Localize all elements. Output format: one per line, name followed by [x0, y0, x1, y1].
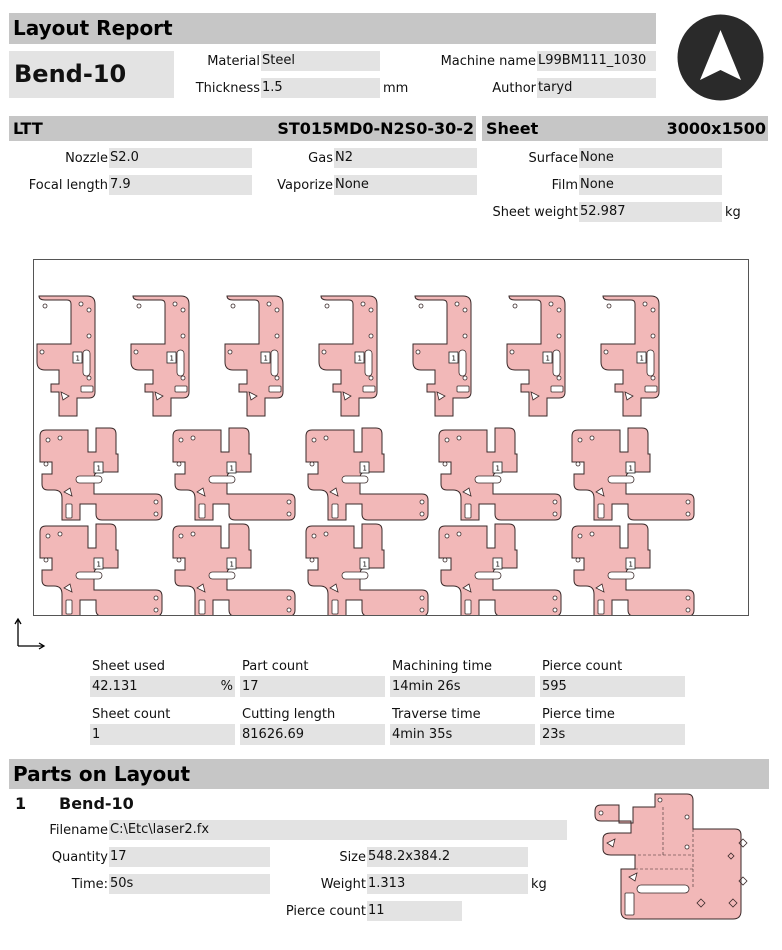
machining-time-label: Machining time [392, 659, 493, 674]
surface-field: None [579, 148, 722, 168]
quantity-label: Quantity [51, 850, 108, 865]
material-label: Material [207, 54, 260, 69]
nested-part [40, 524, 162, 615]
part-index: 1 [15, 794, 27, 813]
sheet-title: Sheet [486, 119, 539, 138]
part-count-label: Part count [242, 659, 309, 674]
parts-title: Parts on Layout [13, 762, 191, 786]
cutting-length-label: Cutting length [242, 707, 336, 722]
report-title-bar [9, 13, 656, 44]
ltt-code: ST015MD0-N2S0-30-2 [277, 119, 474, 138]
ltt-title: LTT [13, 119, 43, 138]
size-label: Size [339, 850, 366, 865]
logo [677, 14, 764, 101]
pierce-time-field: 23s [540, 724, 685, 745]
axis-origin [12, 616, 46, 650]
nested-part [572, 428, 694, 520]
nested-part [319, 296, 377, 416]
sheet-used-field [90, 676, 235, 697]
sheet-used-unit: % [220, 679, 233, 694]
size-field: 548.2x384.2 [367, 847, 528, 867]
filename-label: Filename [49, 823, 108, 838]
axis-arrows-icon [12, 616, 46, 650]
nested-part [306, 524, 428, 615]
nested-part [507, 296, 565, 416]
nested-part [439, 524, 561, 615]
parts-header [9, 759, 769, 789]
nozzle-field: S2.0 [109, 148, 252, 168]
part-weight-unit: kg [531, 877, 547, 892]
sheet-count-field: 1 [90, 724, 235, 745]
time-field: 50s [109, 874, 270, 894]
pierce-count-field: 595 [540, 676, 685, 697]
film-label: Film [551, 178, 578, 193]
author-field: taryd [537, 78, 656, 98]
traverse-time-field: 4min 35s [390, 724, 535, 745]
time-label: Time: [71, 877, 108, 892]
vaporize-field: None [334, 175, 477, 195]
author-label: Author [492, 81, 536, 96]
vaporize-label: Vaporize [277, 178, 333, 193]
sheet-used-value: 42.131 [92, 679, 138, 694]
nested-part [131, 296, 189, 416]
part-preview-drawing [577, 793, 762, 923]
navigation-arrow-icon [677, 14, 764, 101]
sheet-count-label: Sheet count [92, 707, 171, 722]
cutting-length-field: 81626.69 [240, 724, 385, 745]
surface-label: Surface [528, 151, 578, 166]
part-name: Bend-10 [14, 60, 127, 88]
nested-part [40, 428, 162, 520]
nested-part [439, 428, 561, 520]
nested-part [413, 296, 471, 416]
part-preview [577, 793, 762, 923]
machine-field: L99BM111_1030 [537, 51, 656, 71]
part-weight-field: 1.313 [367, 874, 528, 894]
sheet-weight-unit: kg [725, 205, 741, 220]
nested-part [173, 524, 295, 615]
nested-part [572, 524, 694, 615]
thickness-field: 1.5 [261, 78, 380, 98]
part-weight-label: Weight [320, 877, 366, 892]
sheet-weight-field: 52.987 [579, 202, 722, 222]
film-field: None [579, 175, 722, 195]
thickness-unit: mm [383, 81, 409, 96]
sheet-header [482, 116, 768, 141]
nested-part [173, 428, 295, 520]
report-title: Layout Report [13, 16, 173, 40]
nested-part [37, 296, 95, 416]
gas-field: N2 [334, 148, 477, 168]
sheet-size: 3000x1500 [666, 119, 766, 138]
gas-label: Gas [308, 151, 333, 166]
nested-parts-drawing [34, 260, 748, 615]
nozzle-label: Nozzle [65, 151, 108, 166]
part-item-name: Bend-10 [59, 794, 134, 813]
quantity-field: 17 [109, 847, 270, 867]
pierce-count-label: Pierce count [542, 659, 623, 674]
part-pierce-field: 11 [367, 901, 462, 921]
machine-label: Machine name [440, 54, 536, 69]
focal-length-field: 7.9 [109, 175, 252, 195]
focal-length-label: Focal length [28, 178, 108, 193]
sheet-layout [33, 259, 749, 616]
nested-part [306, 428, 428, 520]
machining-time-field: 14min 26s [390, 676, 535, 697]
nested-part [225, 296, 283, 416]
traverse-time-label: Traverse time [392, 707, 481, 722]
sheet-weight-label: Sheet weight [492, 205, 578, 220]
material-field: Steel [261, 51, 380, 71]
filename-field: C:\Etc\laser2.fx [109, 820, 567, 840]
part-name-box [9, 51, 174, 98]
part-pierce-label: Pierce count [285, 904, 366, 919]
pierce-time-label: Pierce time [542, 707, 615, 722]
sheet-used-label: Sheet used [92, 659, 165, 674]
nested-part [601, 296, 659, 416]
thickness-label: Thickness [195, 81, 260, 96]
ltt-header [9, 116, 476, 141]
part-count-field: 17 [240, 676, 385, 697]
